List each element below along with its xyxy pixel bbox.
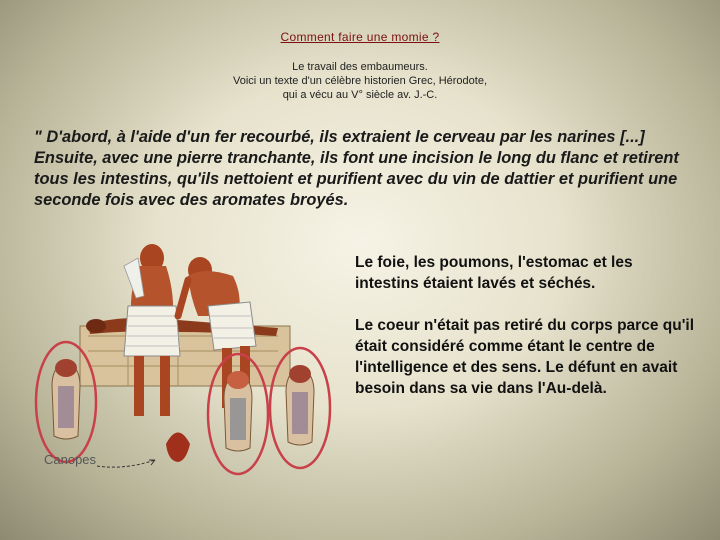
heart-paragraph: Le coeur n'était pas retiré du corps parce qu'il était considéré comme étant le centre de l'intelligence et des sens. Le défunt en avait besoin dans sa vie dans l'Au-delà. [355,317,694,397]
intro-line: Le travail des embaumeurs. [292,61,428,73]
embalmers-illustration [28,236,348,486]
intro-line: qui a vécu au V° siècle av. J.-C. [282,89,438,101]
canopic-jar-icon [270,348,330,468]
canopic-jar-icon [208,354,268,474]
intro-line: Voici un texte d'un célèbre historien Grec, Hérodote, [232,75,488,87]
herodotus-quote: " D'abord, à l'aide d'un fer recourbé, ils extraient le cerveau par les narines [...] Ensuite, avec une pierre tranchante, ils font une incision le long du flanc et retirent tous les intestins, qu'ils nettoient et purifient avec du vin de dattier et purifient une seconde fois avec des aromates broyés. [34,128,679,209]
canopic-jar-icon [36,342,96,462]
arrow-icon [95,452,165,472]
organs-paragraph: Le foie, les poumons, l'estomac et les intestins étaient lavés et séchés. [355,254,633,292]
page-title: Comment faire une momie ? [280,30,440,44]
intro-text [0,60,720,102]
canopes-label: Canopes [44,452,97,467]
